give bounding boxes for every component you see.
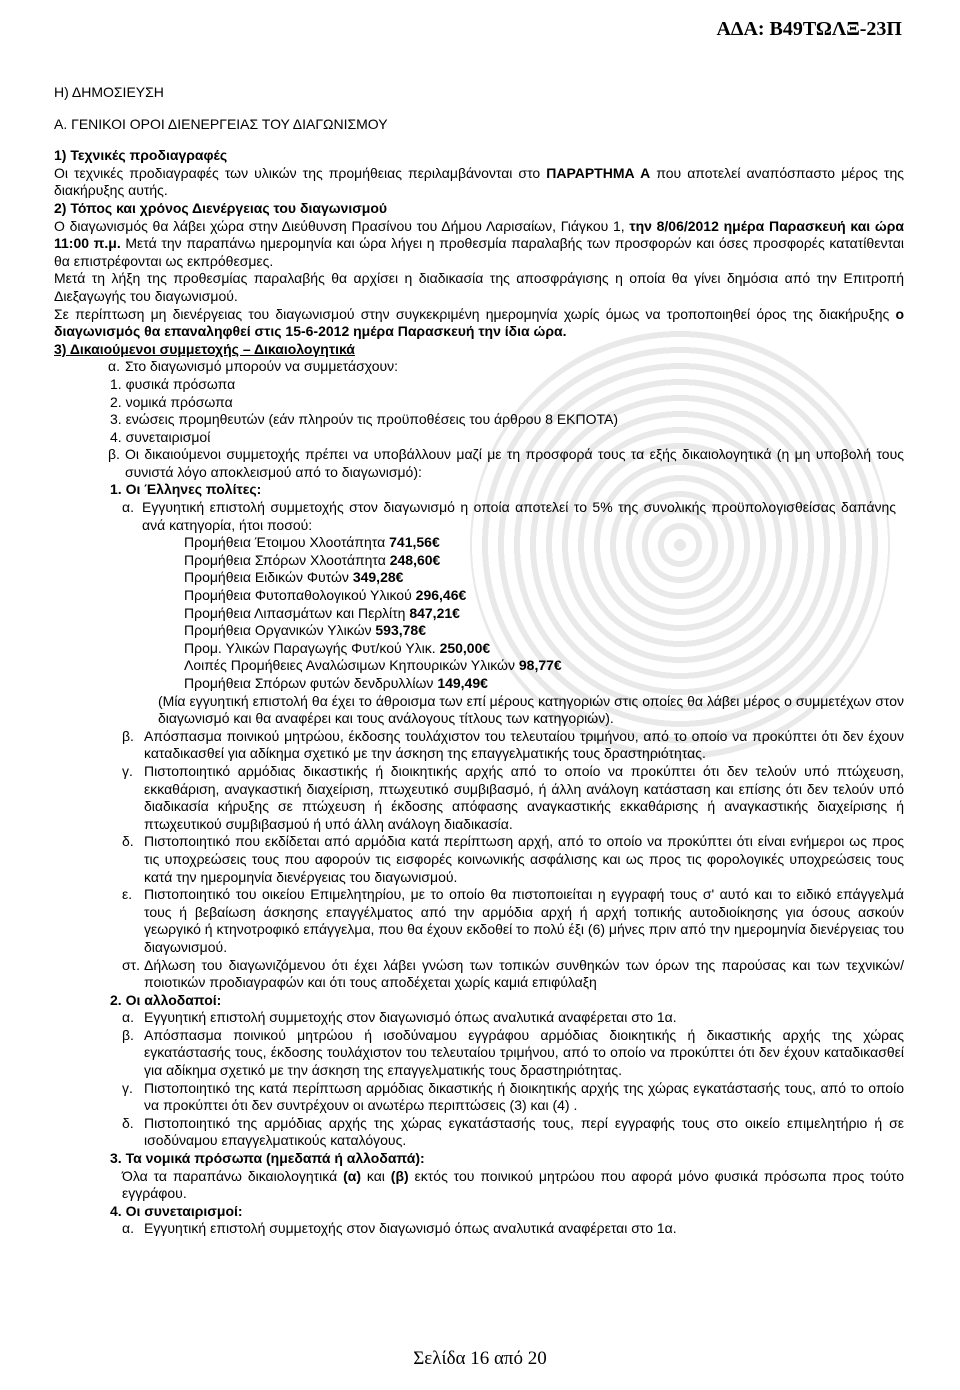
guarantee-label: Προμ. Υλικών Παραγωγής Φυτ/κού Υλικ. bbox=[184, 639, 440, 656]
foreign-item-text: Εγγυητική επιστολή συμμετοχής στον διαγωνισμό όπως αναλυτικά αναφέρεται στο 1α. bbox=[144, 1009, 677, 1026]
greek-item-label: ε. bbox=[122, 886, 133, 903]
legal-bold-b: (β) bbox=[390, 1167, 409, 1184]
foreign-item-text: Πιστοποιητικό της κατά περίπτωση αρμόδιας δικαστικής ή διοικητικής αρχής της χώρας εγκατάστασής τους, από το οποίο να προκύπτει ότι δεν συντρέχουν οι ανωτέρω περιπτώσεις (3) και (4) . bbox=[144, 1079, 904, 1114]
greek-item-text: Πιστοποιητικό αρμόδιας δικαστικής ή διοικητικής αρχής από το οποίο να προκύπτει ότι δεν τελούν υπό πτώχευση, εκκαθάριση, αναγκαστική διαχείριση, πτωχευτικό συμβιβασμό, ή άλλη ανάλογη κατάσταση και επίσης ότι δεν τελούν υπό διαδικασία κήρυξης σε πτώχευση ή έκδοσης απόφασης αναγκαστικής εκκαθάρισης ή αναγκαστικής διαχείρισης ή πτωχευτικού συμβιβασμού ή υπό άλλη ανάλογη διαδικασία. bbox=[144, 762, 904, 832]
guarantee-label: Προμήθεια Λιπασμάτων και Περλίτη bbox=[184, 604, 410, 621]
guarantee-amount: 593,78€ bbox=[375, 622, 426, 639]
greek-a-label: α. bbox=[122, 499, 134, 516]
greek-item-text: Απόσπασμα ποινικού μητρώου, έκδοσης τουλάχιστον του τελευταίου τριμήνου, από το οποίο να προκύπτει ότι δεν έχουν καταδικασθεί για αδίκημα σχετικό με την άσκηση της επαγγελματικής τους δραστηριότητας. bbox=[144, 727, 904, 762]
s3-a-label: α. bbox=[108, 358, 120, 375]
foreign-item bbox=[122, 1115, 904, 1150]
legal-entities-text bbox=[122, 1168, 904, 1203]
section-a-title: Α. ΓΕΝΙΚΟΙ ΟΡΟΙ ΔΙΕΝΕΡΓΕΙΑΣ ΤΟΥ ΔΙΑΓΩΝΙΣΜΟΥ bbox=[54, 115, 388, 132]
guarantee-row bbox=[184, 569, 904, 587]
s2-p3-repeat: ο διαγωνισμός θα επαναληφθεί στις 15-6-2012 ημέρα Παρασκευή την ίδια ώρα. bbox=[54, 305, 904, 340]
guarantee-row bbox=[184, 640, 904, 658]
guarantee-row bbox=[184, 534, 904, 552]
guarantee-label: Προμήθεια Έτοιμου Χλοοτάπητα bbox=[184, 534, 390, 551]
foreign-item bbox=[122, 1027, 904, 1080]
guarantee-amount: 98,77€ bbox=[518, 657, 562, 674]
guarantee-amount: 296,46€ bbox=[415, 587, 467, 604]
greek-item bbox=[122, 833, 904, 886]
participant-item: 2. νομικά πρόσωπα bbox=[110, 393, 233, 410]
greek-item-label: στ. bbox=[122, 956, 141, 973]
foreign-item-label: δ. bbox=[122, 1114, 134, 1131]
participant-item: 4. συνεταιρισμοί bbox=[110, 428, 211, 445]
guarantee-row bbox=[184, 587, 904, 605]
guarantee-label: Προμήθεια Φυτοπαθολογικού Υλικού bbox=[184, 587, 416, 604]
legal-bold-a: (α) bbox=[343, 1167, 362, 1184]
s3-title bbox=[54, 341, 904, 359]
guarantee-amount: 250,00€ bbox=[439, 639, 491, 656]
legal-text-2: και bbox=[361, 1167, 391, 1184]
foreign-item bbox=[122, 1009, 904, 1027]
section-h-title: Η) ΔΗΜΟΣΙΕΥΣΗ bbox=[54, 84, 164, 100]
legal-text-1: Όλα τα παραπάνω δικαιολογητικά bbox=[122, 1167, 344, 1184]
greek-item bbox=[122, 763, 904, 833]
foreign-item-label: β. bbox=[122, 1026, 134, 1043]
guarantee-note: (Μία εγγυητική επιστολή θα έχει το άθροισμα των επί μέρους κατηγοριών στις οποίες θα λάβει μέρος ο συμμετέχων στον διαγωνισμό και θα αναφέρει και τους ανάλογους τίτλους των κατηγοριών). bbox=[158, 692, 904, 727]
greek-citizens-title: 1. Οι Έλληνες πολίτες: bbox=[110, 481, 262, 498]
coop-item-text: Εγγυητική επιστολή συμμετοχής στον διαγωνισμό όπως αναλυτικά αναφέρεται στο 1α. bbox=[144, 1220, 677, 1237]
guarantee-label: Προμήθεια Σπόρων φυτών δενδρυλλίων bbox=[184, 675, 438, 691]
foreign-item-text: Πιστοποιητικό της αρμόδιας αρχής της χώρας εγκατάστασής τους, περί εγγραφής τους στο οικείο επιμελητήριο ή σε ισοδύναμου επαγγελματικούς καταλόγους. bbox=[144, 1114, 904, 1149]
guarantee-row bbox=[184, 657, 904, 675]
legal-entities-title: 3. Τα νομικά πρόσωπα (ημεδαπά ή αλλοδαπά): bbox=[110, 1150, 425, 1167]
greek-item bbox=[122, 957, 904, 992]
guarantee-label: Προμήθεια Σπόρων Χλοοτάπητα bbox=[184, 551, 390, 568]
document-body bbox=[54, 84, 904, 1238]
s2-p1-date: την 8/06/2012 ημέρα Παρασκευή και ώρα 11:00 π.μ. bbox=[54, 217, 904, 252]
legal-text-3: εκτός του ποινικού μητρώου που αφορά μόνο φυσικά πρόσωπα προς τούτο εγγράφου. bbox=[122, 1167, 905, 1202]
s1-paragraph bbox=[54, 165, 904, 200]
participant-item: 3. ενώσεις προμηθευτών (εάν πληρούν τις προϋποθέσεις του άρθρου 8 ΕΚΠΟΤΑ) bbox=[110, 411, 619, 428]
guarantee-amount: 149,49€ bbox=[437, 675, 488, 691]
s2-paragraph-3 bbox=[54, 306, 904, 341]
guarantee-amount: 248,60€ bbox=[389, 551, 441, 568]
s2-paragraph-2: Μετά τη λήξη της προθεσμίας παραλαβής θα αρχίσει η διαδικασία της αποσφράγισης η οποία θα γίνει δημόσια από την Επιτροπή Διεξαγωγής του διαγωνισμού. bbox=[54, 270, 904, 304]
guarantee-row bbox=[184, 622, 904, 640]
s1-text-1: Οι τεχνικές προδιαγραφές των υλικών της προμήθειας περιλαμβάνονται στο bbox=[54, 164, 547, 181]
guarantee-list bbox=[184, 534, 904, 692]
s3-b-label: β. bbox=[108, 446, 120, 463]
guarantee-row bbox=[184, 675, 904, 693]
foreign-item bbox=[122, 1080, 904, 1115]
greek-item-label: β. bbox=[122, 727, 134, 744]
ada-code: ΑΔΑ: Β49ΤΩΛΞ-23Π bbox=[716, 18, 902, 40]
guarantee-row bbox=[184, 605, 904, 623]
foreign-items-list bbox=[54, 1009, 904, 1150]
greek-item bbox=[122, 886, 904, 956]
cooperatives-title: 4. Οι συνεταιρισμοί: bbox=[110, 1202, 243, 1219]
s2-title: 2) Τόπος και χρόνος Διενέργειας του διαγωνισμού bbox=[54, 199, 388, 216]
guarantee-row bbox=[184, 552, 904, 570]
s2-p3-text: Σε περίπτωση μη διενέργειας του διαγωνισμού στην συγκεκριμένη ημερομηνία χωρίς όμως να τροποποιηθεί όρος της διακήρυξης bbox=[54, 305, 896, 322]
greek-item-text: Δήλωση του διαγωνιζόμενου ότι έχει λάβει γνώση των τοπικών συνθηκών των όρων της παρούσας και των τεχνικών/ποιοτικών προδιαγραφών και ότι τους αποδέχεται χωρίς καμιά επιφύλαξη bbox=[144, 956, 904, 991]
foreign-item-label: α. bbox=[122, 1009, 134, 1026]
foreign-item-text: Απόσπασμα ποινικού μητρώου ή ισοδύναμου εγγράφου αρμόδιας διοικητικής ή δικαστικής αρχής της χώρας εγκατάστασής τους, έκδοσης τουλάχιστον του τελευταίου τριμήνου, από το οποίο να προκύπτει ότι δεν έχουν καταδικασθεί για αδίκημα σχετικό με την άσκηση της επαγγελματικής τους δραστηριότητας. bbox=[144, 1026, 904, 1079]
s3-a-text: Στο διαγωνισμό μπορούν να συμμετάσχουν: bbox=[125, 358, 399, 375]
guarantee-label: Προμήθεια Ειδικών Φυτών bbox=[184, 569, 353, 586]
guarantee-label: Προμήθεια Οργανικών Υλικών bbox=[184, 622, 376, 639]
s1-annex: ΠΑΡΑΡΤΗΜΑ Α bbox=[546, 164, 651, 181]
greek-item-text: Πιστοποιητικό που εκδίδεται από αρμόδια κατά περίπτωση αρχή, από το οποίο να προκύπτει ότι είναι ενήμεροι ως προς τις υποχρεώσεις τους που αφορούν τις εισφορές κοινωνικής ασφάλισης και ως προς τις φορολογικές υποχρεώσεις τους κατά την ημερομηνία διενέργειας του διαγωνισμού. bbox=[144, 833, 904, 885]
participants-list bbox=[110, 376, 904, 446]
greek-item-label: δ. bbox=[122, 833, 134, 850]
guarantee-amount: 847,21€ bbox=[409, 604, 460, 621]
guarantee-label: Λοιπές Προμήθειες Αναλώσιμων Κηπουρικών Υλικών bbox=[184, 657, 519, 674]
coop-item-label: α. bbox=[122, 1220, 134, 1237]
greek-item-text: Πιστοποιητικό του οικείου Επιμελητηρίου, με το οποίο θα πιστοποιείται η εγγραφή τους σ' αυτό και το ειδικό επάγγελμά τους ή βεβαίωση άσκησης επαγγέλματος από την αρμόδια αρχή ή αρχή τοπικής αυτοδιοίκησης για όσους ασκούν γεωργικό ή κτηνοτροφικό επάγγελμα, που θα έχουν εκδοθεί το πολύ έξι (6) μήνες πριν από την ημερομηνία διενέργειας του διαγωνισμού. bbox=[144, 886, 904, 955]
foreigners-title: 2. Οι αλλοδαποί: bbox=[110, 991, 222, 1008]
greek-item bbox=[122, 728, 904, 763]
s2-p1-rest: Μετά την παραπάνω ημερομηνία και ώρα λήγει η προθεσμία παραλαβής των προσφορών και όσες προσφορές κατατίθενται θα επιστρέφονται ως εκπρόθεσμες. bbox=[54, 235, 904, 269]
foreign-item-label: γ. bbox=[122, 1079, 133, 1096]
s2-p1-text: Ο διαγωνισμός θα λάβει χώρα στην Διεύθυνση Πρασίνου του Δήμου Λαρισαίων, Γιάγκου 1, bbox=[54, 217, 630, 234]
participant-item: 1. φυσικά πρόσωπα bbox=[110, 375, 236, 392]
s1-title: 1) Τεχνικές προδιαγραφές bbox=[54, 147, 228, 164]
greek-a-item bbox=[122, 499, 904, 534]
coop-item bbox=[122, 1220, 904, 1238]
s1-text-2: που αποτελεί αναπόσπαστο μέρος της διακήρυξης αυτής. bbox=[54, 164, 904, 199]
greek-a-text: Εγγυητική επιστολή συμμετοχής στον διαγωνισμό η οποία αποτελεί το 5% της συνολικής προϋπολογισθείσας δαπάνης ανά κατηγορία, ήτοι ποσού: bbox=[142, 499, 896, 533]
s3-a-item bbox=[108, 358, 904, 376]
s2-paragraph-1 bbox=[54, 218, 904, 271]
greek-items-list bbox=[54, 728, 904, 992]
guarantee-amount: 349,28€ bbox=[352, 569, 404, 586]
s3-title-text: 3) Δικαιούμενοι συμμετοχής – Δικαιολογητικά bbox=[54, 340, 355, 357]
page-number: Σελίδα 16 από 20 bbox=[413, 1348, 547, 1369]
greek-item-label: γ. bbox=[122, 762, 133, 779]
s3-b-text: Οι δικαιούμενοι συμμετοχής πρέπει να υποβάλλουν μαζί με τη προσφορά τους τα εξής δικαιολογητικά (η μη υποβολή τους συνιστά λόγο αποκλεισμού από το διαγωνισμό): bbox=[125, 446, 904, 480]
guarantee-amount: 741,56€ bbox=[389, 534, 440, 551]
s3-b-item bbox=[108, 446, 904, 481]
